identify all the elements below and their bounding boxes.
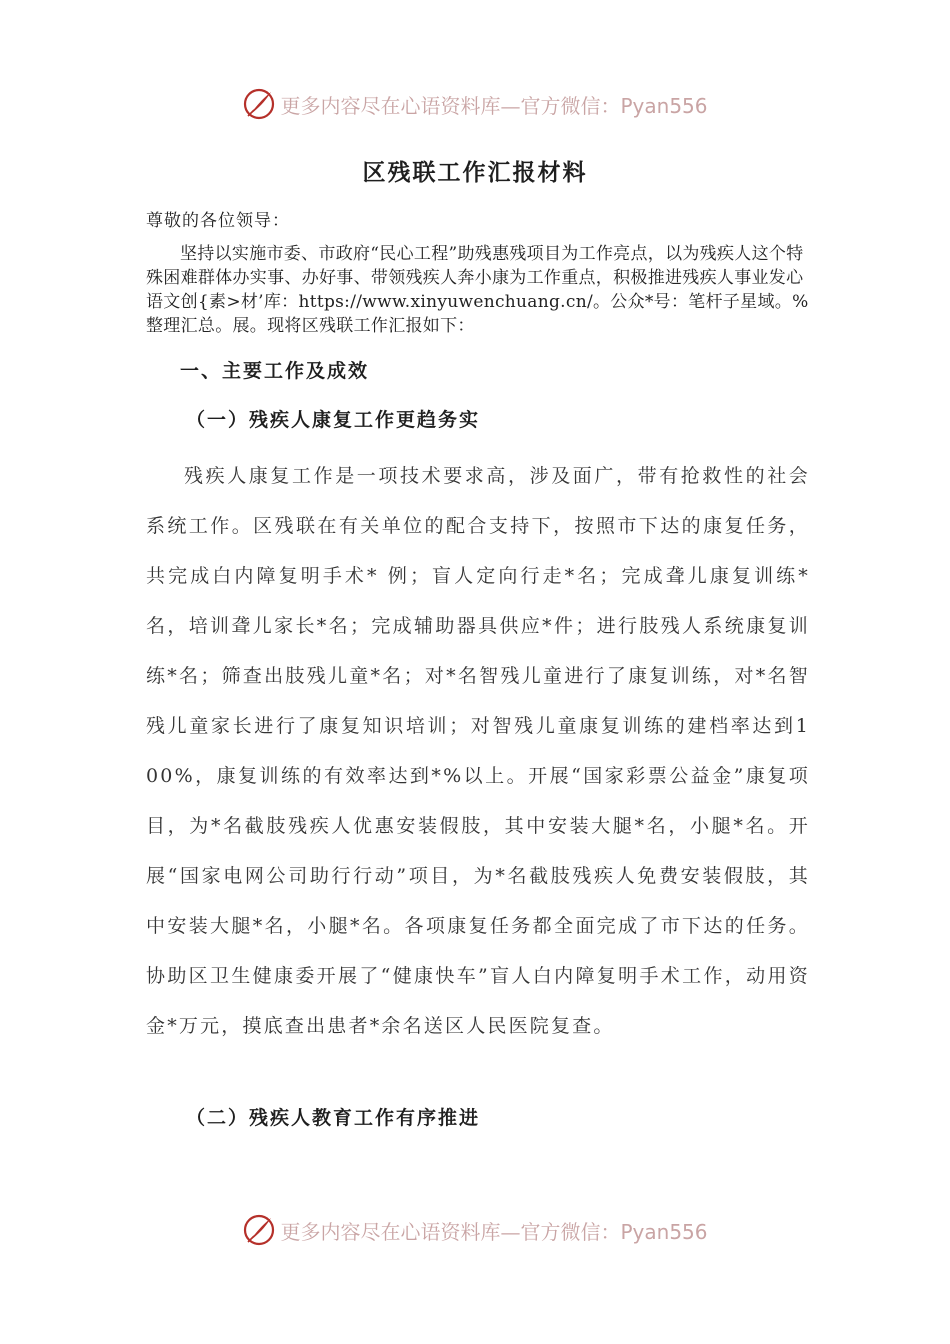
banner-text: 更多内容尽在心语资料库—官方微信：Pyan556 — [280, 93, 708, 118]
document-title: 区残联工作汇报材料 — [362, 159, 588, 186]
intro-paragraph: 坚持以实施市委、市政府“民心工程”助残惠残项目为工作亮点，以为残疾人这个特殊困难群体办实事、办好事、带领残疾人奔小康为工作重点，积极推进残疾人事业发心语文创{素>材’库：https://www.xinyuwenchuang.cn/。公众*号：笔杆子星域。%整理汇总。展。现将区残联工作汇报如下： — [146, 244, 809, 336]
section-heading-main-work: 一、主要工作及成效 — [180, 360, 370, 382]
wechat-handle: Pyan556 — [620, 1219, 708, 1244]
wechat-handle: Pyan556 — [620, 93, 708, 118]
subsection-heading-education: （二）残疾人教育工作有序推进 — [186, 1107, 481, 1129]
rehabilitation-paragraph: 残疾人康复工作是一项技术要求高，涉及面广，带有抢救性的社会系统工作。区残联在有关单位的配合支持下，按照市下达的康复任务，共完成白内障复明手术* 例；盲人定向行走*名；完成聋儿康复训练*名，培训聋儿家长*名；完成辅助器具供应*件；进行肢残人系统康复训练*名；筛查出肢残儿童*名；对*名智残儿童进行了康复训练，对*名智残儿童家长进行了康复知识培训；对智残儿童康复训练的建档率达到100%，康复训练的有效率达到*%以上。开展“国家彩票公益金”康复项目，为*名截肢残疾人优惠安装假肢，其中安装大腿*名，小腿*名。开展“国家电网公司助行行动”项目，为*名截肢残疾人免费安装假肢，其中安装大腿*名，小腿*名。各项康复任务都全面完成了市下达的任务。协助区卫生健康委开展了“健康快车”盲人白内障复明手术工作，动用资金*万元，摸底查出患者*余名送区人民医院复查。 — [146, 465, 810, 1037]
subsection-heading-rehabilitation: （一）残疾人康复工作更趋务实 — [186, 409, 481, 431]
footer-banner — [0, 1210, 950, 1250]
banner-text: 更多内容尽在心语资料库—官方微信：Pyan556 — [280, 1219, 708, 1244]
quill-pen-logo-icon — [242, 87, 276, 121]
quill-pen-logo-icon — [242, 1213, 276, 1247]
salutation: 尊敬的各位领导： — [146, 211, 290, 231]
header-banner — [0, 84, 950, 124]
